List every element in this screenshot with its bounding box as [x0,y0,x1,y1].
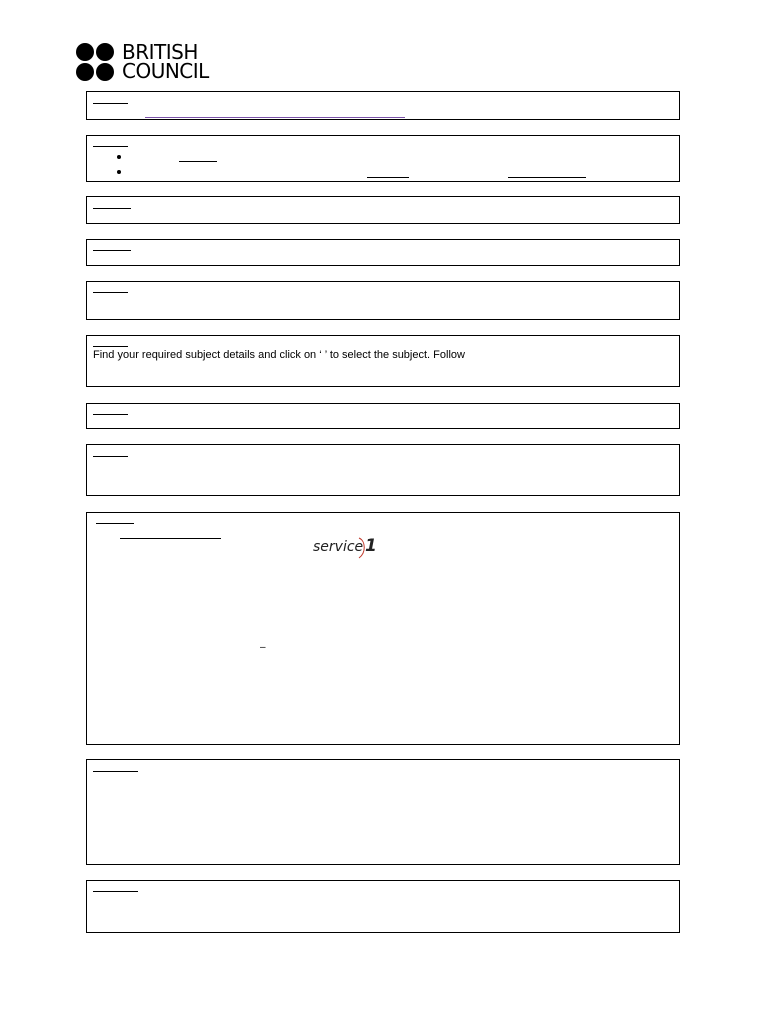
form-section-service [86,512,680,745]
section-2-underline-3 [508,177,586,178]
subject-instruction-text: Find your required subject details and click on ‘ ’ to select the subject. Follow [93,349,465,361]
form-section-2 [86,135,680,182]
service-wordmark: service [313,539,364,555]
section-10-label-line [93,771,138,772]
section-8-label-line [93,456,128,457]
form-section-11 [86,880,680,933]
service-wordmark-number: 1 [365,536,377,556]
form-section-10 [86,759,680,865]
form-section-8 [86,444,680,496]
form-section-1 [86,91,680,120]
section-11-label-line [93,891,138,892]
service-dash: – [260,642,266,653]
logo-wordmark [122,40,209,83]
section-5-label-line [93,292,128,293]
section-2-label-line [93,146,128,147]
section-6-label-line [93,346,128,347]
section-4-label-line [93,250,131,251]
section-1-link-line[interactable] [145,117,405,118]
section-2-underline-2 [367,177,409,178]
form-section-3 [86,196,680,224]
logo-line-2: COUNCIL [122,59,209,83]
logo-dots-icon [76,43,114,81]
form-section-subject [86,335,680,387]
form-section-5 [86,281,680,320]
logo-line-1: BRITISH [122,40,198,64]
form-section-4 [86,239,680,266]
section-1-label-line [93,103,128,104]
section-9-label-line [96,523,134,524]
section-7-label-line [93,414,128,415]
bullet-icon [117,170,121,174]
bullet-icon [117,155,121,159]
section-2-underline-1 [179,161,217,162]
british-council-logo [76,40,209,83]
section-3-label-line [93,208,131,209]
form-section-7 [86,403,680,429]
section-9-underline [120,538,221,539]
